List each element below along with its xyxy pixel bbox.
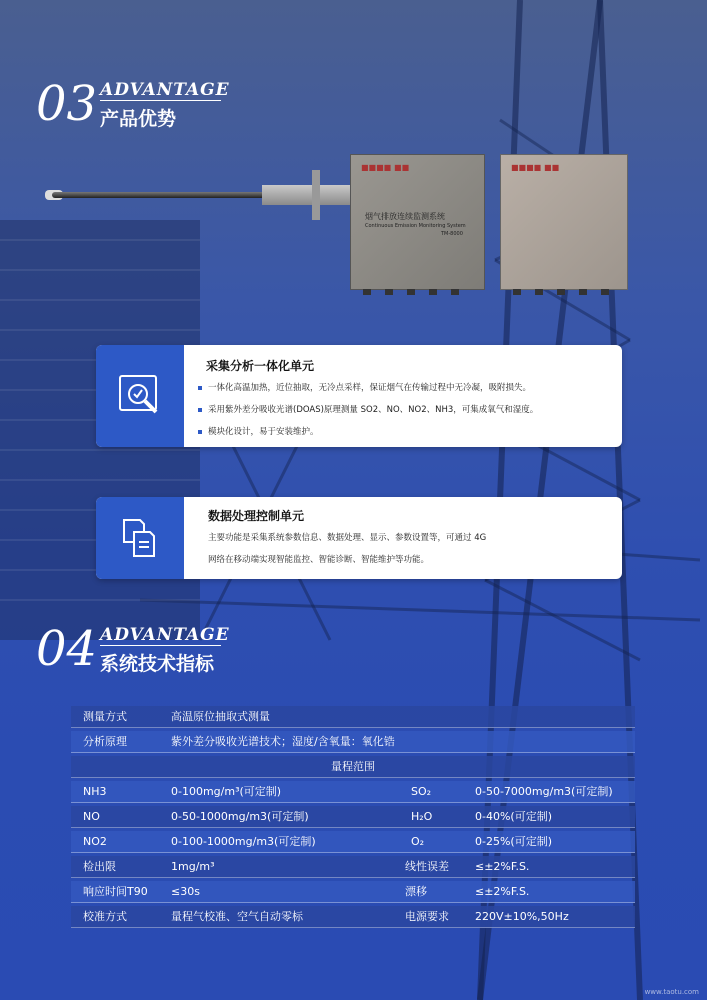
- table-row: [71, 731, 635, 753]
- row-value: 量程气校准、空气自动零标: [171, 910, 303, 923]
- row-label: SO₂: [411, 785, 432, 798]
- monitor-search-icon: [116, 372, 164, 420]
- row-value: ≤±2%F.S.: [475, 860, 530, 873]
- row-label: 测量方式: [83, 710, 127, 723]
- cabinet-label: 烟气排放连续监测系统: [365, 212, 445, 221]
- section-advantage-label: ADVANTAGE: [100, 80, 230, 100]
- row-label: 分析原理: [83, 735, 127, 748]
- cabinet-connectors: [363, 289, 473, 295]
- card-icon-panel: [96, 345, 184, 447]
- table-row: [71, 831, 635, 853]
- row-label: 响应时间T90: [83, 885, 148, 898]
- range-header: 量程范围: [331, 760, 375, 773]
- card-bullet: 采用紫外差分吸收光谱(DOAS)原理测量 SO2、NO、NO2、NH3，可集成氧气和湿度。: [198, 403, 538, 415]
- table-row: [71, 906, 635, 928]
- cabinet-label-en: Continuous Emission Monitoring System: [365, 223, 466, 229]
- table-row: [71, 706, 635, 728]
- cabinet-logo: ■■■■ ■■: [511, 163, 560, 172]
- row-value: 0-100-1000mg/m3(可定制): [171, 835, 316, 848]
- row-value: 0-50-7000mg/m3(可定制): [475, 785, 613, 798]
- feature-card-data-processing: [96, 497, 622, 579]
- cabinet-connectors: [513, 289, 623, 295]
- row-label: NO2: [83, 835, 107, 848]
- section-advantage-label: ADVANTAGE: [100, 625, 230, 645]
- control-cabinet: [500, 154, 628, 290]
- probe-flange: [312, 170, 320, 220]
- cabinet-logo: ■■■■ ■■: [361, 163, 410, 172]
- section-number: 04: [36, 621, 98, 677]
- spec-table: [71, 706, 635, 931]
- card-text: 主要功能是采集系统参数信息、数据处理、显示、参数设置等，可通过 4G: [208, 533, 487, 543]
- table-row: [71, 806, 635, 828]
- probe-pipe: [262, 185, 352, 205]
- analyzer-cabinet: [350, 154, 485, 290]
- row-value: ≤30s: [171, 885, 200, 898]
- documents-icon: [118, 516, 162, 560]
- section-title: 系统技术指标: [100, 653, 215, 675]
- row-label: 电源要求: [405, 910, 449, 923]
- table-row: [71, 881, 635, 903]
- row-label: 线性误差: [405, 860, 449, 873]
- card-text: 网络在移动端实现智能监控、智能诊断、智能维护等功能。: [208, 555, 430, 565]
- table-row: [71, 856, 635, 878]
- watermark: www.taotu.com: [644, 988, 699, 996]
- row-value: 0-40%(可定制): [475, 810, 552, 823]
- row-label: NH3: [83, 785, 107, 798]
- feature-card-acquisition: [96, 345, 622, 447]
- row-label: 校准方式: [83, 910, 127, 923]
- section-title: 产品优势: [100, 108, 177, 130]
- section-number: 03: [36, 76, 98, 132]
- row-value: 1mg/m³: [171, 860, 215, 873]
- row-value: 紫外差分吸收光谱技术；湿度/含氧量：氧化锆: [171, 735, 395, 748]
- divider: [100, 100, 221, 101]
- card-title: 数据处理控制单元: [208, 509, 305, 523]
- row-label: NO: [83, 810, 100, 823]
- card-bullet: 模块化设计，易于安装维护。: [198, 425, 319, 437]
- row-value: 0-25%(可定制): [475, 835, 552, 848]
- row-value: 0-100mg/m³(可定制): [171, 785, 282, 798]
- cabinet-model: TM-8000: [441, 231, 463, 237]
- row-label: O₂: [411, 835, 425, 848]
- row-value: ≤±2%F.S.: [475, 885, 530, 898]
- card-icon-panel: [96, 497, 184, 579]
- row-value: 0-50-1000mg/m3(可定制): [171, 810, 309, 823]
- card-bullet: 一体化高温加热，近位抽取，无冷点采样，保证烟气在传输过程中无冷凝，吸附损失。: [198, 381, 531, 393]
- divider: [100, 645, 221, 646]
- row-value: 高温原位抽取式测量: [171, 710, 270, 723]
- table-row: [71, 756, 635, 778]
- row-label: 检出限: [83, 860, 116, 873]
- table-row: [71, 781, 635, 803]
- card-title: 采集分析一体化单元: [206, 359, 315, 373]
- probe-rod: [52, 192, 267, 198]
- row-value: 220V±10%,50Hz: [475, 910, 569, 923]
- row-label: H₂O: [411, 810, 433, 823]
- row-label: 漂移: [405, 885, 427, 898]
